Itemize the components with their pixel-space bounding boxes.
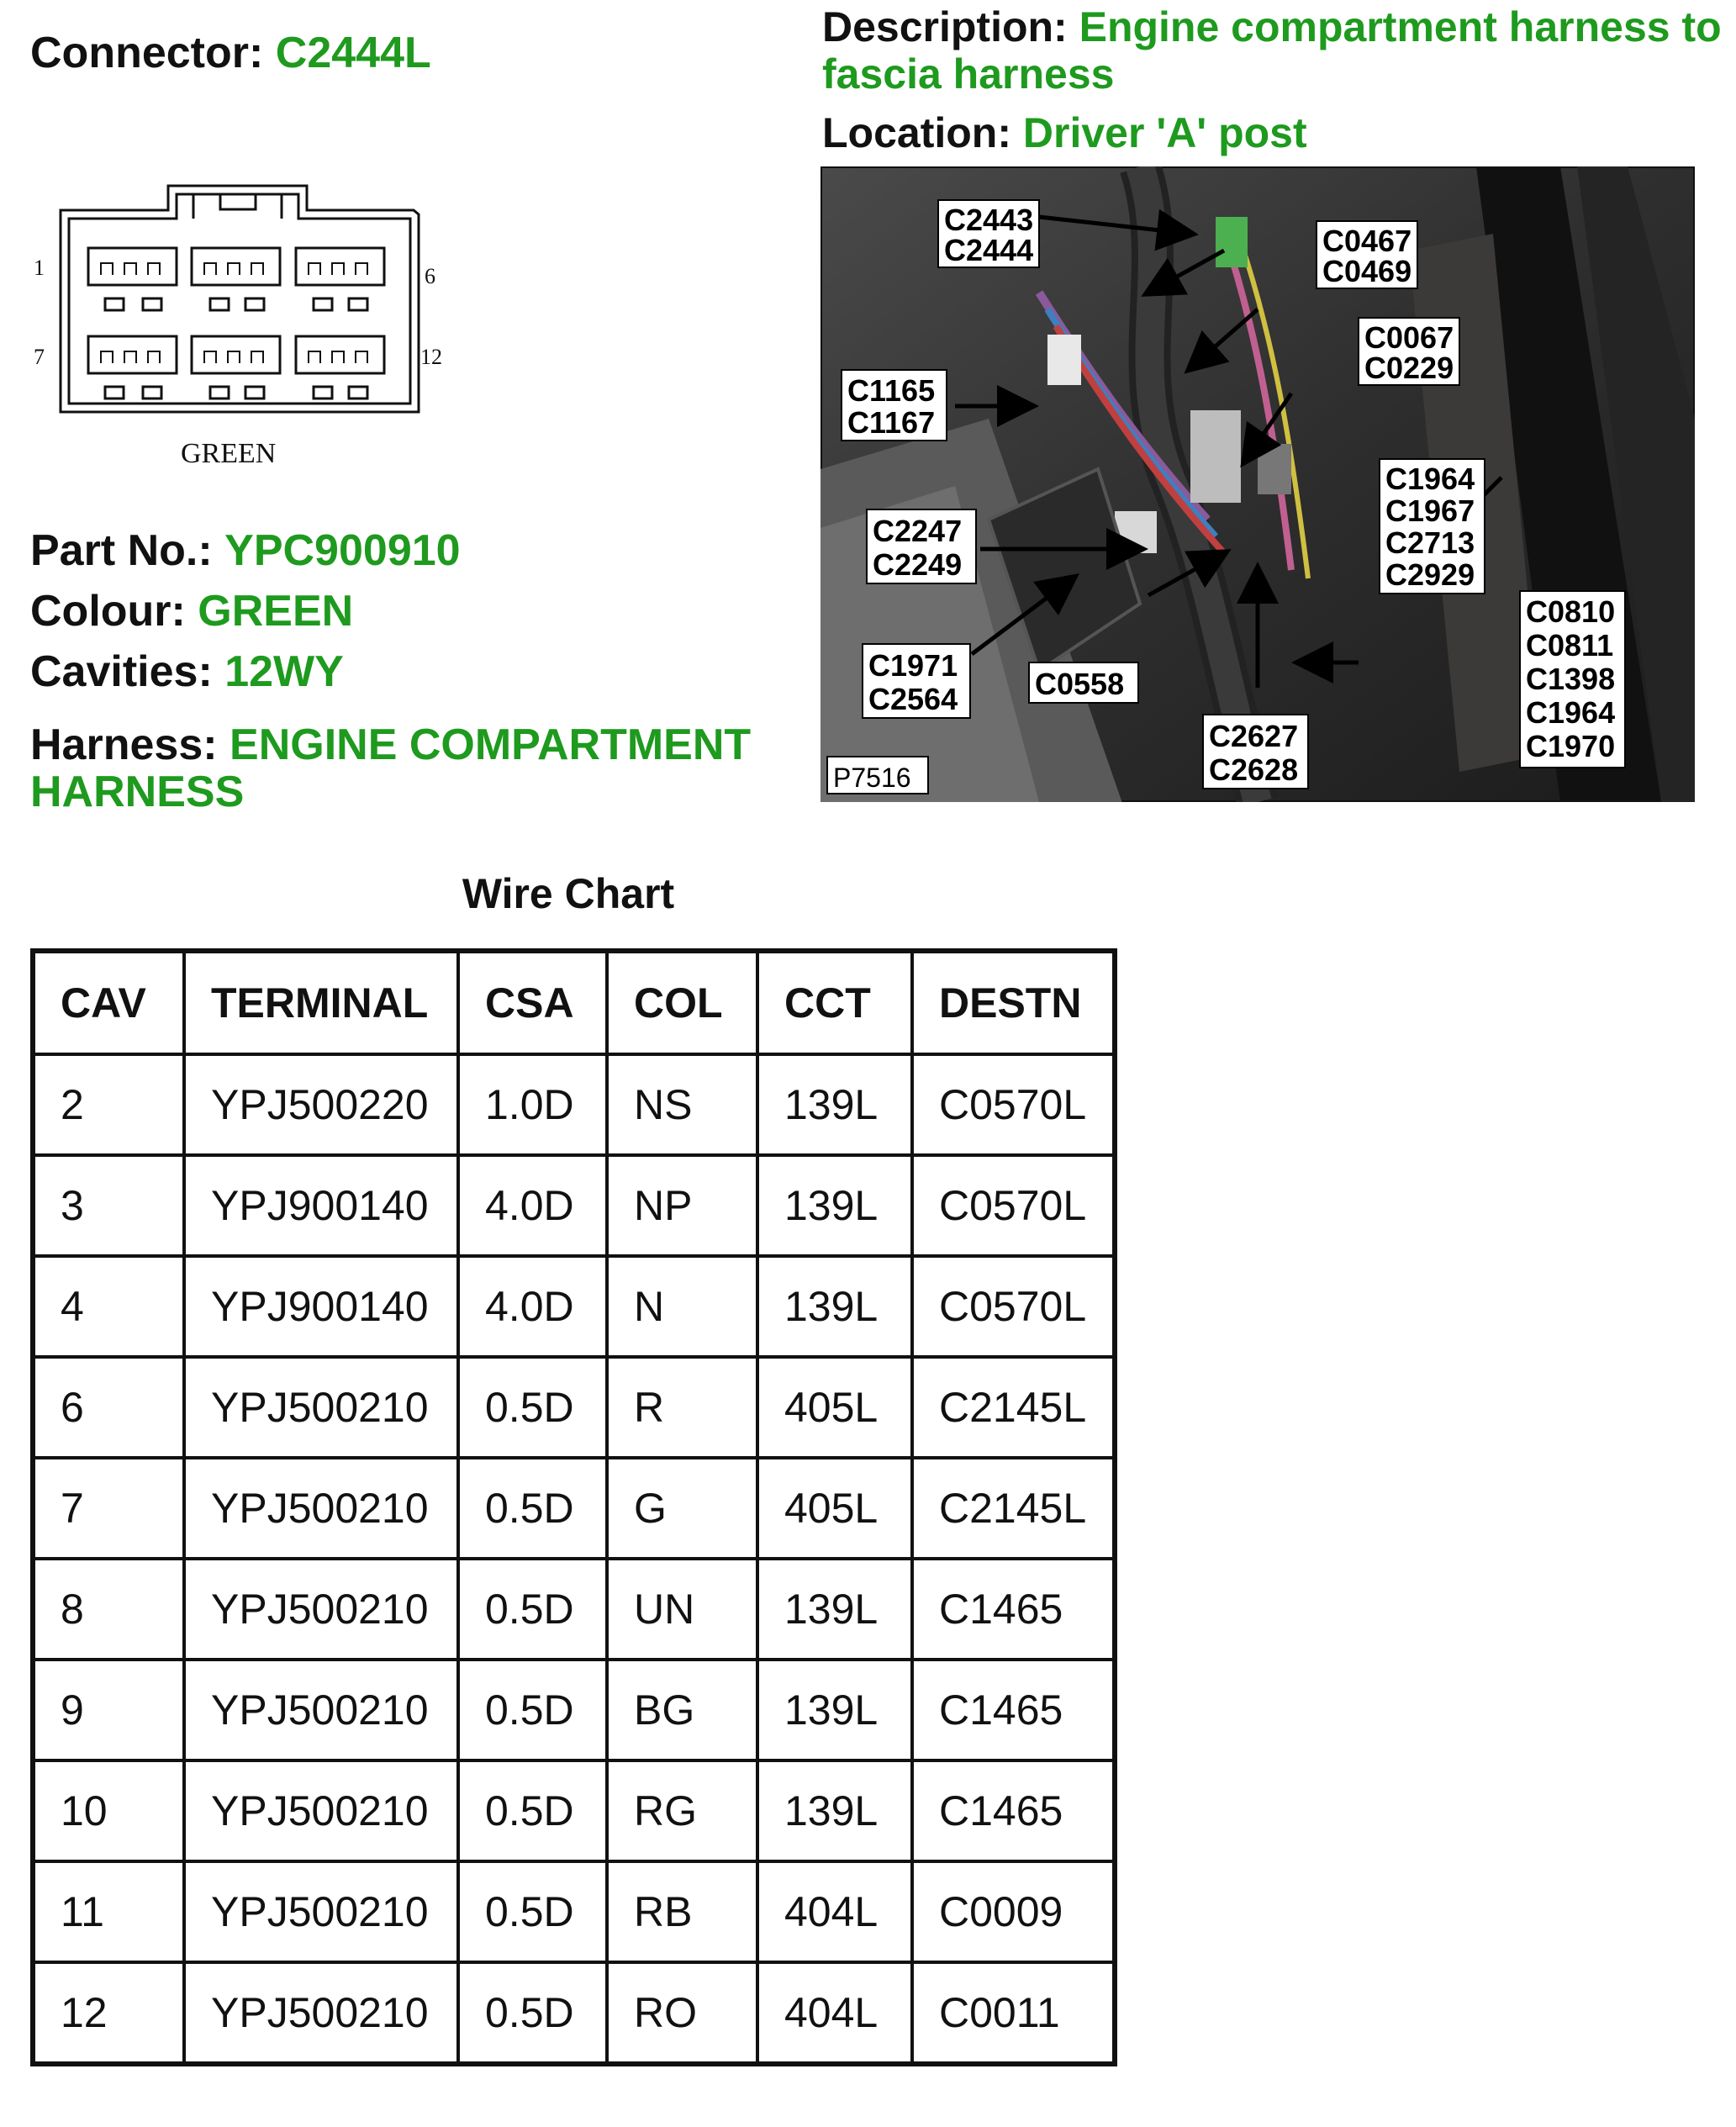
- header-destn: DESTN: [912, 951, 1115, 1054]
- cell-cav: 4: [33, 1256, 184, 1357]
- description-label: Description:: [822, 3, 1068, 50]
- cell-destn: C0570L: [912, 1054, 1115, 1155]
- description-block: [822, 3, 1722, 98]
- cell-terminal: YPJ900140: [184, 1256, 458, 1357]
- cell-cav: 11: [33, 1861, 184, 1962]
- cell-cct: 139L: [757, 1155, 912, 1256]
- cell-cav: 10: [33, 1760, 184, 1861]
- photo-label: C2628: [1209, 752, 1299, 787]
- cell-destn: C0570L: [912, 1256, 1115, 1357]
- photo-label-c1971-group: [863, 644, 970, 718]
- cell-terminal: YPJ500210: [184, 1962, 458, 2064]
- cell-terminal: YPJ500210: [184, 1760, 458, 1861]
- cell-terminal: YPJ500210: [184, 1861, 458, 1962]
- pin-label-1: 1: [34, 256, 45, 280]
- cell-terminal: YPJ500210: [184, 1357, 458, 1458]
- table-row: [33, 1660, 1115, 1760]
- photo-label: C1964: [1385, 462, 1475, 496]
- photo-label: C1165: [847, 373, 936, 408]
- cell-terminal: YPJ500210: [184, 1660, 458, 1760]
- cell-destn: C0011: [912, 1962, 1115, 2064]
- harness-block: [30, 721, 787, 815]
- photo-label: C2627: [1209, 719, 1299, 753]
- photo-label: C0467: [1322, 224, 1412, 258]
- pin-label-6: 6: [425, 264, 435, 288]
- connector-pinout-diagram: [25, 181, 446, 483]
- cell-col: RO: [607, 1962, 757, 2064]
- cell-terminal: YPJ500210: [184, 1559, 458, 1660]
- photo-label: C0558: [1035, 667, 1125, 701]
- cell-cav: 9: [33, 1660, 184, 1760]
- cell-col: UN: [607, 1559, 757, 1660]
- table-row: [33, 1760, 1115, 1861]
- wire-chart-table: [30, 948, 1117, 2066]
- photo-label-c0467-group: [1317, 221, 1417, 288]
- header-terminal: TERMINAL: [184, 951, 458, 1054]
- photo-label-c0558-group: [1029, 662, 1138, 703]
- location-photo: [821, 166, 1695, 802]
- cell-cct: 139L: [757, 1256, 912, 1357]
- table-row: [33, 1861, 1115, 1962]
- photo-label: C2713: [1385, 525, 1475, 560]
- connector-line: [30, 29, 431, 77]
- photo-label-c2443-group: [938, 200, 1039, 267]
- photo-label: C1970: [1526, 729, 1616, 763]
- photo-label: C2929: [1385, 557, 1475, 592]
- cell-terminal: YPJ500210: [184, 1458, 458, 1559]
- cell-cav: 3: [33, 1155, 184, 1256]
- cell-cct: 139L: [757, 1054, 912, 1155]
- cell-destn: C2145L: [912, 1357, 1115, 1458]
- colour-value: GREEN: [198, 587, 354, 636]
- photo-label: C0469: [1322, 254, 1412, 288]
- cavities-value: 12WY: [224, 647, 344, 696]
- cell-col: NP: [607, 1155, 757, 1256]
- cell-cav: 6: [33, 1357, 184, 1458]
- cell-csa: 0.5D: [458, 1458, 607, 1559]
- cell-csa: 0.5D: [458, 1559, 607, 1660]
- table-row: [33, 1458, 1115, 1559]
- harness-value: ENGINE COMPARTMENT HARNESS: [30, 720, 752, 816]
- cell-col: RG: [607, 1760, 757, 1861]
- photo-label: C1398: [1526, 662, 1616, 696]
- cell-cct: 139L: [757, 1760, 912, 1861]
- cell-destn: C1465: [912, 1760, 1115, 1861]
- photo-label: C0811: [1526, 628, 1614, 662]
- table-row: [33, 1559, 1115, 1660]
- photo-label: C0229: [1364, 351, 1454, 385]
- photo-label: C0067: [1364, 320, 1454, 355]
- photo-label-c2247-group: [867, 509, 976, 583]
- table-row: [33, 1357, 1115, 1458]
- location-label: Location:: [822, 109, 1011, 156]
- cell-csa: 0.5D: [458, 1760, 607, 1861]
- location-line: [822, 109, 1307, 156]
- pinout-colour-caption: GREEN: [181, 438, 277, 469]
- cell-col: NS: [607, 1054, 757, 1155]
- cell-terminal: YPJ500220: [184, 1054, 458, 1155]
- photo-label-c2627-group: [1203, 715, 1308, 789]
- photo-ref-group: [827, 757, 928, 794]
- cell-csa: 4.0D: [458, 1155, 607, 1256]
- cell-col: G: [607, 1458, 757, 1559]
- table-row: [33, 1962, 1115, 2064]
- cell-cav: 7: [33, 1458, 184, 1559]
- location-value: Driver 'A' post: [1022, 109, 1307, 156]
- photo-label: C1964: [1526, 695, 1616, 730]
- photo-label: C1971: [868, 648, 958, 683]
- cell-cav: 2: [33, 1054, 184, 1155]
- harness-label: Harness:: [30, 720, 218, 769]
- colour-line: [30, 587, 353, 636]
- photo-label: C0810: [1526, 594, 1616, 629]
- cell-col: N: [607, 1256, 757, 1357]
- cell-destn: C1465: [912, 1559, 1115, 1660]
- cell-cav: 8: [33, 1559, 184, 1660]
- photo-label: C2247: [873, 514, 963, 548]
- pin-label-7: 7: [34, 345, 45, 369]
- photo-label-c0810-group: [1520, 591, 1625, 768]
- table-header-row: [33, 951, 1115, 1054]
- photo-label-c1165-group: [842, 370, 947, 441]
- cavities-label: Cavities:: [30, 647, 213, 696]
- table-row: [33, 1256, 1115, 1357]
- photo-label: C2443: [944, 203, 1034, 237]
- header-cav: CAV: [33, 951, 184, 1054]
- cell-col: BG: [607, 1660, 757, 1760]
- cell-destn: C0009: [912, 1861, 1115, 1962]
- photo-label: C2249: [873, 547, 963, 582]
- photo-label: C2564: [868, 682, 958, 716]
- header-col: COL: [607, 951, 757, 1054]
- cell-csa: 0.5D: [458, 1660, 607, 1760]
- cell-csa: 0.5D: [458, 1861, 607, 1962]
- part-number-label: Part No.:: [30, 526, 213, 575]
- connector-label: Connector:: [30, 29, 264, 77]
- cell-cct: 139L: [757, 1660, 912, 1760]
- cell-destn: C1465: [912, 1660, 1115, 1760]
- header-csa: CSA: [458, 951, 607, 1054]
- pin-label-12: 12: [420, 345, 442, 369]
- header-cct: CCT: [757, 951, 912, 1054]
- photo-label-c0067-group: [1359, 318, 1459, 385]
- cell-destn: C2145L: [912, 1458, 1115, 1559]
- cell-csa: 0.5D: [458, 1962, 607, 2064]
- cavities-line: [30, 647, 344, 696]
- cell-cav: 12: [33, 1962, 184, 2064]
- wire-chart-title: Wire Chart: [462, 870, 675, 917]
- photo-ref-label: P7516: [833, 763, 911, 793]
- table-row: [33, 1155, 1115, 1256]
- cell-cct: 139L: [757, 1559, 912, 1660]
- connector-value: C2444L: [275, 29, 431, 77]
- part-number-line: [30, 526, 461, 575]
- cell-cct: 404L: [757, 1861, 912, 1962]
- cell-csa: 4.0D: [458, 1256, 607, 1357]
- colour-label: Colour:: [30, 587, 186, 636]
- cell-col: R: [607, 1357, 757, 1458]
- table-row: [33, 1054, 1115, 1155]
- photo-label: C1167: [847, 405, 936, 440]
- cell-destn: C0570L: [912, 1155, 1115, 1256]
- cell-cct: 405L: [757, 1458, 912, 1559]
- cell-terminal: YPJ900140: [184, 1155, 458, 1256]
- cell-cct: 405L: [757, 1357, 912, 1458]
- description-value: Engine compartment harness to fascia harness: [822, 3, 1722, 98]
- cell-csa: 0.5D: [458, 1357, 607, 1458]
- photo-label-c1964-group: [1380, 459, 1485, 594]
- cell-col: RB: [607, 1861, 757, 1962]
- part-number-value: YPC900910: [224, 526, 461, 575]
- cell-cct: 404L: [757, 1962, 912, 2064]
- cell-csa: 1.0D: [458, 1054, 607, 1155]
- photo-label: C1967: [1385, 493, 1475, 528]
- photo-label: C2444: [944, 233, 1034, 267]
